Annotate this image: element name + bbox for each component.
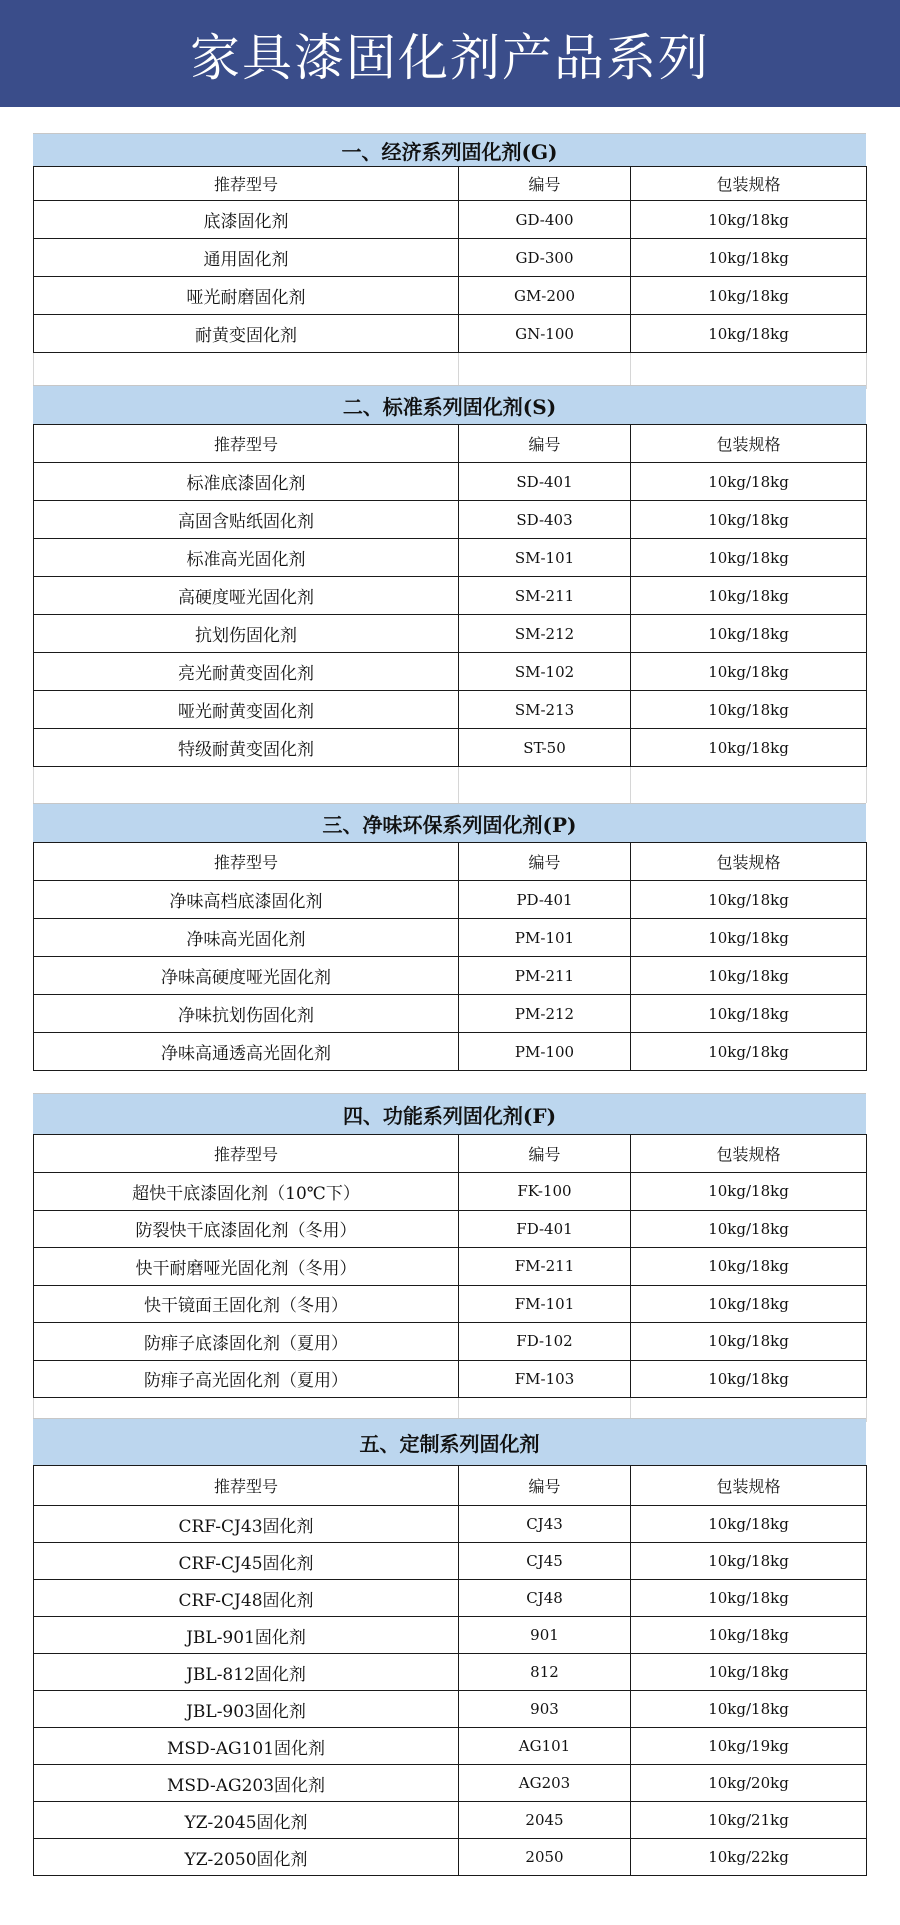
pack-size-cell: 10kg/21kg	[631, 1802, 867, 1839]
product-name-cell: JBL-903固化剂	[34, 1691, 459, 1728]
pack-size-cell: 10kg/18kg	[631, 691, 867, 729]
pack-size-cell: 10kg/18kg	[631, 277, 867, 315]
product-code-cell: SD-401	[459, 463, 631, 501]
header-pack: 包装规格	[631, 425, 867, 463]
header-row	[34, 1135, 867, 1173]
table-row	[34, 539, 867, 577]
product-name-cell: 快干镜面王固化剂（冬用）	[34, 1285, 459, 1323]
series-section	[33, 803, 866, 1071]
product-code-cell: GD-400	[459, 201, 631, 239]
title-banner	[0, 0, 900, 107]
product-name-cell: 哑光耐磨固化剂	[34, 277, 459, 315]
table-row	[34, 501, 867, 539]
pack-size-cell: 10kg/18kg	[631, 957, 867, 995]
product-code-cell: 901	[459, 1617, 631, 1654]
product-code-cell: 903	[459, 1691, 631, 1728]
table-row	[34, 729, 867, 767]
product-name-cell: 净味高通透高光固化剂	[34, 1033, 459, 1071]
header-model: 推荐型号	[34, 425, 459, 463]
table-row	[34, 201, 867, 239]
table-row	[34, 1765, 867, 1802]
product-name-cell: 抗划伤固化剂	[34, 615, 459, 653]
table-row	[34, 1033, 867, 1071]
pack-size-cell: 10kg/18kg	[631, 919, 867, 957]
product-name-cell: 防痱子底漆固化剂（夏用）	[34, 1323, 459, 1361]
page-title: 家具漆固化剂产品系列	[190, 28, 710, 87]
series-section	[33, 1418, 866, 1876]
product-name-cell: CRF-CJ43固化剂	[34, 1506, 459, 1543]
table-row	[34, 919, 867, 957]
product-name-cell: 超快干底漆固化剂（10℃下）	[34, 1173, 459, 1211]
product-name-cell: 净味高硬度哑光固化剂	[34, 957, 459, 995]
product-code-cell: CJ48	[459, 1580, 631, 1617]
pack-size-cell: 10kg/18kg	[631, 729, 867, 767]
table-row	[34, 1360, 867, 1398]
product-name-cell: 高硬度哑光固化剂	[34, 577, 459, 615]
pack-size-cell: 10kg/18kg	[631, 1617, 867, 1654]
product-code-cell: PM-100	[459, 1033, 631, 1071]
product-code-cell: 812	[459, 1654, 631, 1691]
pack-size-cell: 10kg/18kg	[631, 1506, 867, 1543]
pack-size-cell: 10kg/20kg	[631, 1765, 867, 1802]
product-name-cell: YZ-2045固化剂	[34, 1802, 459, 1839]
pack-size-cell: 10kg/18kg	[631, 1360, 867, 1398]
table-row	[34, 691, 867, 729]
product-name-cell: 防痱子高光固化剂（夏用）	[34, 1360, 459, 1398]
table-row	[34, 463, 867, 501]
section-title: 三、净味环保系列固化剂(P)	[33, 803, 866, 842]
header-row	[34, 425, 867, 463]
product-code-cell: SM-101	[459, 539, 631, 577]
header-pack: 包装规格	[631, 167, 867, 201]
pack-size-cell: 10kg/18kg	[631, 1691, 867, 1728]
product-name-cell: 通用固化剂	[34, 239, 459, 277]
product-code-cell: FM-211	[459, 1248, 631, 1286]
product-code-cell: SM-211	[459, 577, 631, 615]
table-row	[34, 1802, 867, 1839]
pack-size-cell: 10kg/18kg	[631, 1210, 867, 1248]
table-row	[34, 239, 867, 277]
product-code-cell: SM-213	[459, 691, 631, 729]
pack-size-cell: 10kg/19kg	[631, 1728, 867, 1765]
product-name-cell: 高固含贴纸固化剂	[34, 501, 459, 539]
header-model: 推荐型号	[34, 167, 459, 201]
table-row	[34, 1323, 867, 1361]
table-row	[34, 653, 867, 691]
product-code-cell: SM-212	[459, 615, 631, 653]
pack-size-cell: 10kg/18kg	[631, 1323, 867, 1361]
product-name-cell: JBL-901固化剂	[34, 1617, 459, 1654]
product-name-cell: 快干耐磨哑光固化剂（冬用）	[34, 1248, 459, 1286]
section-title: 二、标准系列固化剂(S)	[33, 385, 866, 424]
pack-size-cell: 10kg/18kg	[631, 463, 867, 501]
spacer-cell	[459, 353, 631, 389]
table-row	[34, 1654, 867, 1691]
header-code: 编号	[459, 1466, 631, 1506]
product-name-cell: YZ-2050固化剂	[34, 1839, 459, 1876]
pack-size-cell: 10kg/22kg	[631, 1839, 867, 1876]
spacer-cell	[34, 767, 459, 803]
product-name-cell: 哑光耐黄变固化剂	[34, 691, 459, 729]
table-row	[34, 1506, 867, 1543]
pack-size-cell: 10kg/18kg	[631, 1248, 867, 1286]
table-row	[34, 957, 867, 995]
table-row	[34, 1173, 867, 1211]
product-code-cell: PM-212	[459, 995, 631, 1033]
product-code-cell: 2050	[459, 1839, 631, 1876]
product-table	[33, 1465, 867, 1876]
spacer-row	[34, 767, 867, 803]
product-table	[33, 1134, 867, 1422]
product-code-cell: PD-401	[459, 881, 631, 919]
product-name-cell: 特级耐黄变固化剂	[34, 729, 459, 767]
product-table	[33, 842, 867, 1071]
table-row	[34, 1839, 867, 1876]
product-code-cell: CJ43	[459, 1506, 631, 1543]
table-row	[34, 1543, 867, 1580]
product-name-cell: MSD-AG101固化剂	[34, 1728, 459, 1765]
product-name-cell: 标准高光固化剂	[34, 539, 459, 577]
pack-size-cell: 10kg/18kg	[631, 653, 867, 691]
section-title: 一、经济系列固化剂(G)	[33, 133, 866, 166]
product-table	[33, 166, 867, 389]
table-row	[34, 1580, 867, 1617]
product-code-cell: CJ45	[459, 1543, 631, 1580]
product-code-cell: SM-102	[459, 653, 631, 691]
product-name-cell: 亮光耐黄变固化剂	[34, 653, 459, 691]
product-name-cell: 标准底漆固化剂	[34, 463, 459, 501]
product-name-cell: 净味高档底漆固化剂	[34, 881, 459, 919]
table-row	[34, 1728, 867, 1765]
product-code-cell: ST-50	[459, 729, 631, 767]
header-code: 编号	[459, 167, 631, 201]
product-code-cell: AG203	[459, 1765, 631, 1802]
pack-size-cell: 10kg/18kg	[631, 239, 867, 277]
section-title: 五、定制系列固化剂	[33, 1418, 866, 1465]
product-name-cell: MSD-AG203固化剂	[34, 1765, 459, 1802]
product-code-cell: FD-102	[459, 1323, 631, 1361]
spacer-row	[34, 353, 867, 389]
product-code-cell: GN-100	[459, 315, 631, 353]
product-code-cell: 2045	[459, 1802, 631, 1839]
header-code: 编号	[459, 843, 631, 881]
pack-size-cell: 10kg/18kg	[631, 1173, 867, 1211]
product-code-cell: FM-103	[459, 1360, 631, 1398]
series-section	[33, 133, 866, 389]
pack-size-cell: 10kg/18kg	[631, 615, 867, 653]
product-name-cell: CRF-CJ48固化剂	[34, 1580, 459, 1617]
series-section	[33, 385, 866, 803]
product-code-cell: FM-101	[459, 1285, 631, 1323]
pack-size-cell: 10kg/18kg	[631, 1580, 867, 1617]
section-title: 四、功能系列固化剂(F)	[33, 1093, 866, 1134]
pack-size-cell: 10kg/18kg	[631, 881, 867, 919]
product-name-cell: 净味抗划伤固化剂	[34, 995, 459, 1033]
product-name-cell: CRF-CJ45固化剂	[34, 1543, 459, 1580]
header-pack: 包装规格	[631, 1466, 867, 1506]
spacer-cell	[631, 767, 867, 803]
spacer-cell	[459, 767, 631, 803]
product-name-cell: 净味高光固化剂	[34, 919, 459, 957]
pack-size-cell: 10kg/18kg	[631, 539, 867, 577]
header-model: 推荐型号	[34, 1135, 459, 1173]
header-row	[34, 1466, 867, 1506]
pack-size-cell: 10kg/18kg	[631, 995, 867, 1033]
table-row	[34, 995, 867, 1033]
header-row	[34, 843, 867, 881]
product-code-cell: GD-300	[459, 239, 631, 277]
product-code-cell: FD-401	[459, 1210, 631, 1248]
pack-size-cell: 10kg/18kg	[631, 577, 867, 615]
product-name-cell: JBL-812固化剂	[34, 1654, 459, 1691]
pack-size-cell: 10kg/18kg	[631, 201, 867, 239]
table-row	[34, 277, 867, 315]
pack-size-cell: 10kg/18kg	[631, 1654, 867, 1691]
product-name-cell: 耐黄变固化剂	[34, 315, 459, 353]
header-row	[34, 167, 867, 201]
header-model: 推荐型号	[34, 843, 459, 881]
product-code-cell: FK-100	[459, 1173, 631, 1211]
pack-size-cell: 10kg/18kg	[631, 315, 867, 353]
header-pack: 包装规格	[631, 1135, 867, 1173]
product-code-cell: SD-403	[459, 501, 631, 539]
table-row	[34, 315, 867, 353]
header-code: 编号	[459, 425, 631, 463]
table-row	[34, 577, 867, 615]
pack-size-cell: 10kg/18kg	[631, 1285, 867, 1323]
pack-size-cell: 10kg/18kg	[631, 501, 867, 539]
header-pack: 包装规格	[631, 843, 867, 881]
header-code: 编号	[459, 1135, 631, 1173]
table-row	[34, 1617, 867, 1654]
spacer-cell	[34, 353, 459, 389]
product-table	[33, 424, 867, 803]
product-code-cell: PM-101	[459, 919, 631, 957]
table-row	[34, 1210, 867, 1248]
pack-size-cell: 10kg/18kg	[631, 1543, 867, 1580]
spacer-cell	[631, 353, 867, 389]
product-code-cell: GM-200	[459, 277, 631, 315]
header-model: 推荐型号	[34, 1466, 459, 1506]
product-code-cell: PM-211	[459, 957, 631, 995]
product-name-cell: 底漆固化剂	[34, 201, 459, 239]
table-row	[34, 1691, 867, 1728]
table-row	[34, 1248, 867, 1286]
product-code-cell: AG101	[459, 1728, 631, 1765]
series-section	[33, 1093, 866, 1422]
pack-size-cell: 10kg/18kg	[631, 1033, 867, 1071]
product-name-cell: 防裂快干底漆固化剂（冬用）	[34, 1210, 459, 1248]
table-row	[34, 881, 867, 919]
table-row	[34, 615, 867, 653]
table-row	[34, 1285, 867, 1323]
